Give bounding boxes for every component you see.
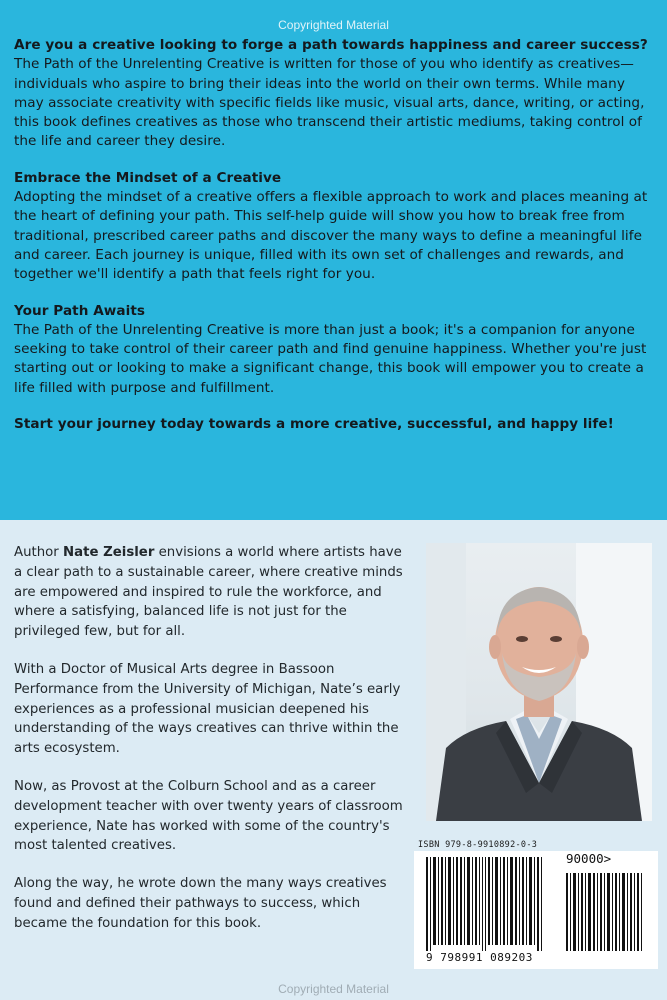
bio-p1-rest: envisions a world where artists have a clear path to a sustainable career, where creative minds are empowered and inspired to rule the workforce, and where a satisfying, balanced life is not just for the privileged few, but for all. [14,545,403,640]
section-body-path: The Path of the Unrelenting Creative is more than just a book; it's a companion for anyone seeking to take control of their career path and find genuine happiness. Whether you're just starting out or looking to make a significant change, this book will empower you to create a life filled with purpose and fulfillment. [14,321,647,396]
section-heading-mindset: Embrace the Mindset of a Creative [14,169,282,186]
author-name: Nate Zeisler [63,545,155,560]
author-photo [426,543,652,821]
section-heading-path: Your Path Awaits [14,302,146,319]
isbn-barcode [414,851,658,969]
watermark-top: Copyrighted Material [278,18,389,32]
blurb-question-heading: Are you a creative looking to forge a path towards happiness and career success? [14,37,648,53]
blurb-section-path [14,302,654,398]
isbn-label: ISBN 979-8-9910892-0-3 [418,840,538,850]
blurb-question-body: The Path of the Unrelenting Creative is written for those of you who identify as creatives—individuals who aspire to bring their ideas into the world on their own terms. While many may associate creativity with specific fields like music, visual arts, dance, writing, or acting, this book defines creatives as those who transcend their artistic mediums, taking control of the life and career they desire. [14,56,645,150]
author-bio [14,543,409,952]
bio-paragraph-3: Now, as Provost at the Colburn School and as a career development teacher with over twenty years of classroom experience, Nate has worked with some of the country's most talented creatives. [14,778,403,854]
bio-paragraph-1 [14,543,409,642]
bio-paragraph-2: With a Doctor of Musical Arts degree in Bassoon Performance from the University of Michigan, Nate’s early experiences as a professional musician deepened his understanding of the ways creatives can thrive within the arts ecosystem. [14,661,401,757]
blurb-call-to-action: Start your journey today towards a more creative, successful, and happy life! [14,416,614,433]
bio-p1-lead: Author [14,545,63,560]
watermark-bottom: Copyrighted Material [278,982,389,996]
section-body-mindset: Adopting the mindset of a creative offers a flexible approach to work and places meaning at the heart of defining your path. This self-help guide will show you how to break free from traditional, prescribed career paths and discover the many ways to define a meaningful life and career. Each journey is unique, filled with its own set of challenges and rewards, and together we'll identify a path that feels right for you. [14,189,648,283]
isbn-digits: 9 798991 089203 [426,951,533,964]
price-code: 90000> [566,851,612,866]
book-blurb [14,36,654,451]
author-portrait-icon [426,543,652,821]
bio-paragraph-4: Along the way, he wrote down the many ways creatives found and defined their pathways to success, which became the foundation for this book. [14,876,387,931]
blurb-intro [14,36,654,152]
blurb-section-mindset [14,169,654,285]
